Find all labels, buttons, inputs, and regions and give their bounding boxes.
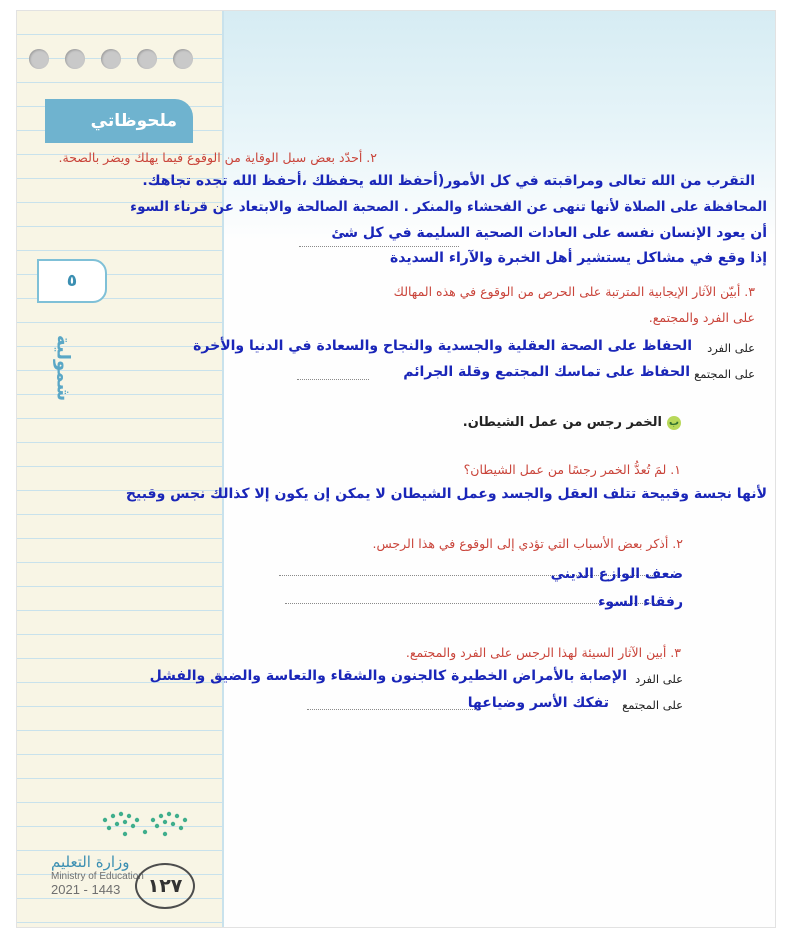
- binder-hole: [137, 49, 157, 69]
- binder-hole: [101, 49, 121, 69]
- page-number: ١٢٧: [135, 863, 195, 909]
- question-b3: ٣. أبين الآثار السيئة لهذا الرجس على الفرد والمجتمع.: [405, 645, 681, 660]
- section-b-heading: [463, 415, 681, 430]
- answer-b1: لأنها نجسة وقبيحة تتلف العقل والجسد وعمل الشيطان لا يمكن إن يكون إلا كذالك نجس وقبيح: [125, 486, 767, 502]
- unit-name: شمولية: [52, 334, 74, 402]
- question-3: ٣. أبيّن الآثار الإيجابية المترتبة على الحرص من الوقوع في هذه المهالك: [393, 284, 755, 299]
- answer-line: [299, 246, 459, 247]
- answer-line: [297, 379, 369, 380]
- answer-2-line-4: إذا وقع في مشاكل يستشير أهل الخبرة والآراء السديدة: [389, 250, 767, 266]
- label-society: على المجتمع: [694, 367, 755, 381]
- answer-b3-individual: الإصابة بالأمراض الخطيرة كالجنون والشقاء والتعاسة والضيق والفشل: [149, 668, 627, 684]
- answer-2-line-1: التقرب من الله تعالى ومراقبته في كل الأمور(أحفظ الله يحفظك ،أحفظ الله تجده تجاهك.: [142, 173, 755, 189]
- question-b2: ٢. أذكر بعض الأسباب التي تؤدي إلى الوقوع في هذا الرجس.: [372, 536, 683, 551]
- notes-title: ملحوظاتي: [45, 99, 193, 143]
- question-2: ٢. أحدّد بعض سبل الوقاية من الوقوع فيما يهلك ويضر بالصحة.: [58, 150, 377, 165]
- section-b-title: الخمر رجس من عمل الشيطان.: [462, 415, 662, 430]
- edition-year: 2021 - 1443: [51, 882, 121, 897]
- label-society-b3: على المجتمع: [622, 698, 683, 712]
- label-individual-b3: على الفرد: [635, 672, 683, 686]
- answer-2-line-2: المحافظة على الصلاة لأنها تنهى عن الفحشاء والمنكر . الصحبة الصالحة والابتعاد عن قرناء السوء: [130, 199, 767, 215]
- answer-b3-society: تفكك الأسر وضياعها: [467, 695, 609, 711]
- binder-hole: [65, 49, 85, 69]
- ministry-name-arabic: وزارة التعليم: [51, 853, 130, 871]
- notes-sidebar: [17, 11, 224, 927]
- answer-3-individual: الحفاظ على الصحة العقلية والجسدية والنجاح والسعادة في الدنيا والأخرة: [193, 338, 692, 354]
- question-3-continued: على الفرد والمجتمع.: [648, 310, 755, 325]
- binder-hole: [29, 49, 49, 69]
- textbook-page: [16, 10, 776, 928]
- ministry-name-english: Ministry of Education: [51, 871, 144, 882]
- binder-hole: [173, 49, 193, 69]
- answer-b2-2: رفقاء السوء: [598, 594, 683, 610]
- answer-b2-1: ضعف الوازع الديني: [550, 566, 683, 582]
- answer-2-line-3: أن يعود الإنسان نفسه على العادات الصحية السليمة في كل شئ: [331, 225, 767, 241]
- answer-line: [307, 709, 477, 710]
- section-b-badge: ب: [668, 416, 680, 428]
- question-b1: ١. لمَ تُعدُّ الخمر رجسًا من عمل الشيطان؟: [463, 462, 681, 477]
- label-individual: على الفرد: [707, 341, 755, 355]
- vision-logo-icon: [95, 806, 195, 846]
- unit-number: ٥: [37, 259, 107, 303]
- answer-3-society: الحفاظ على تماسك المجتمع وقلة الجرائم: [403, 364, 690, 380]
